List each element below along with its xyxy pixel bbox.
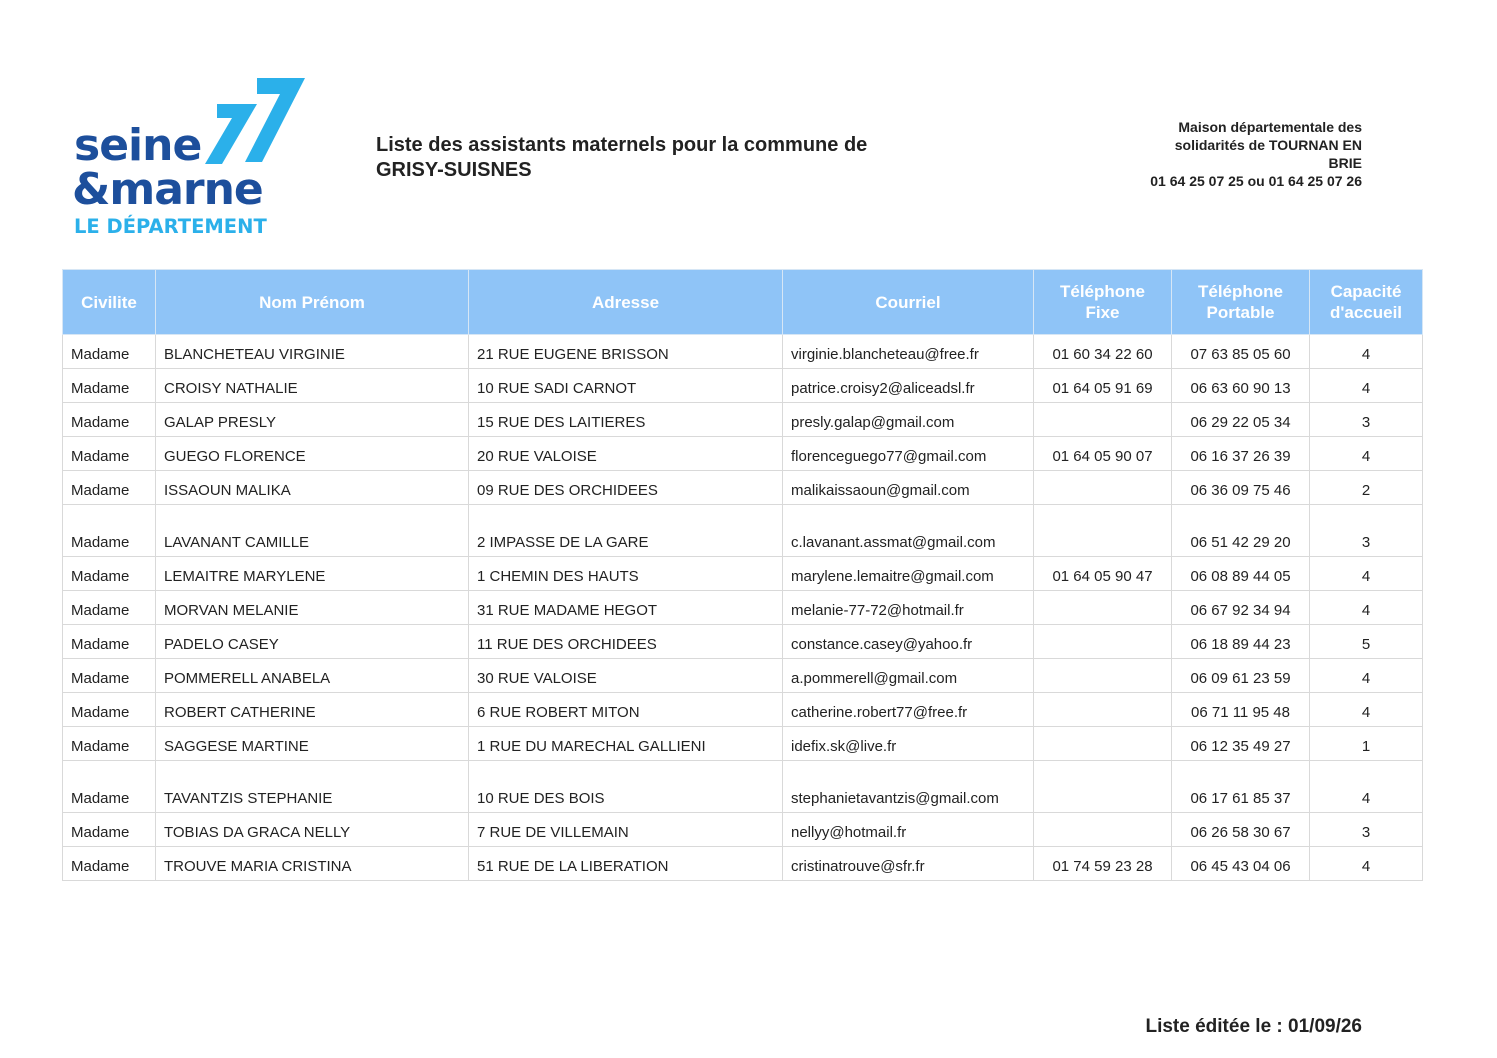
cell-nom-prenom: TAVANTZIS STEPHANIE — [156, 761, 469, 813]
cell-courriel: marylene.lemaitre@gmail.com — [783, 557, 1034, 591]
cell-courriel: cristinatrouve@sfr.fr — [783, 847, 1034, 881]
cell-courriel: nellyy@hotmail.fr — [783, 813, 1034, 847]
cell-courriel: presly.galap@gmail.com — [783, 403, 1034, 437]
maison-departementale-contact — [1150, 118, 1362, 190]
cell-nom-prenom: TOBIAS DA GRACA NELLY — [156, 813, 469, 847]
cell-adresse: 11 RUE DES ORCHIDEES — [469, 625, 783, 659]
cell-adresse: 7 RUE DE VILLEMAIN — [469, 813, 783, 847]
table-header-row — [63, 270, 1423, 335]
cell-adresse: 2 IMPASSE DE LA GARE — [469, 505, 783, 557]
cell-courriel: melanie-77-72@hotmail.fr — [783, 591, 1034, 625]
assistants-table — [62, 269, 1423, 881]
contact-phones: 01 64 25 07 25 ou 01 64 25 07 26 — [1150, 173, 1362, 189]
seventy-seven-mark — [205, 78, 305, 164]
cell-capacite: 4 — [1310, 847, 1423, 881]
cell-nom-prenom: ROBERT CATHERINE — [156, 693, 469, 727]
cell-capacite: 1 — [1310, 727, 1423, 761]
cell-courriel: constance.casey@yahoo.fr — [783, 625, 1034, 659]
cell-adresse: 10 RUE SADI CARNOT — [469, 369, 783, 403]
cell-telephone-portable: 06 71 11 95 48 — [1172, 693, 1310, 727]
header-adresse: Adresse — [469, 270, 783, 335]
table-row — [63, 437, 1423, 471]
cell-adresse: 15 RUE DES LAITIERES — [469, 403, 783, 437]
cell-civilite: Madame — [63, 557, 156, 591]
cell-nom-prenom: LEMAITRE MARYLENE — [156, 557, 469, 591]
cell-adresse: 10 RUE DES BOIS — [469, 761, 783, 813]
cell-adresse: 09 RUE DES ORCHIDEES — [469, 471, 783, 505]
cell-telephone-fixe — [1034, 471, 1172, 505]
table-row — [63, 591, 1423, 625]
cell-telephone-fixe — [1034, 625, 1172, 659]
cell-telephone-fixe: 01 64 05 91 69 — [1034, 369, 1172, 403]
cell-capacite: 3 — [1310, 813, 1423, 847]
cell-telephone-portable: 06 09 61 23 59 — [1172, 659, 1310, 693]
cell-civilite: Madame — [63, 693, 156, 727]
cell-telephone-portable: 06 08 89 44 05 — [1172, 557, 1310, 591]
cell-capacite: 4 — [1310, 557, 1423, 591]
cell-nom-prenom: LAVANANT CAMILLE — [156, 505, 469, 557]
contact-line-2: solidarités de TOURNAN EN — [1174, 137, 1362, 153]
table-row — [63, 659, 1423, 693]
cell-capacite: 4 — [1310, 335, 1423, 369]
cell-telephone-portable: 06 67 92 34 94 — [1172, 591, 1310, 625]
table-row — [63, 471, 1423, 505]
cell-nom-prenom: GUEGO FLORENCE — [156, 437, 469, 471]
header-capacite: Capacité d'accueil — [1310, 270, 1423, 335]
cell-telephone-fixe — [1034, 727, 1172, 761]
cell-nom-prenom: CROISY NATHALIE — [156, 369, 469, 403]
table-row — [63, 761, 1423, 813]
cell-telephone-fixe — [1034, 693, 1172, 727]
cell-nom-prenom: POMMERELL ANABELA — [156, 659, 469, 693]
cell-capacite: 3 — [1310, 505, 1423, 557]
cell-nom-prenom: GALAP PRESLY — [156, 403, 469, 437]
cell-telephone-portable: 06 18 89 44 23 — [1172, 625, 1310, 659]
cell-courriel: florenceguego77@gmail.com — [783, 437, 1034, 471]
cell-civilite: Madame — [63, 847, 156, 881]
cell-civilite: Madame — [63, 335, 156, 369]
title-line-1: Liste des assistants maternels pour la commune de — [376, 134, 868, 156]
seine-et-marne-logo — [72, 74, 312, 239]
cell-telephone-portable: 06 51 42 29 20 — [1172, 505, 1310, 557]
cell-telephone-fixe — [1034, 813, 1172, 847]
cell-telephone-portable: 06 63 60 90 13 — [1172, 369, 1310, 403]
table-row — [63, 557, 1423, 591]
cell-nom-prenom: BLANCHETEAU VIRGINIE — [156, 335, 469, 369]
cell-adresse: 1 RUE DU MARECHAL GALLIENI — [469, 727, 783, 761]
cell-telephone-fixe — [1034, 591, 1172, 625]
cell-civilite: Madame — [63, 727, 156, 761]
cell-capacite: 4 — [1310, 369, 1423, 403]
cell-capacite: 4 — [1310, 591, 1423, 625]
cell-telephone-fixe: 01 74 59 23 28 — [1034, 847, 1172, 881]
cell-civilite: Madame — [63, 471, 156, 505]
cell-courriel: malikaissaoun@gmail.com — [783, 471, 1034, 505]
cell-nom-prenom: PADELO CASEY — [156, 625, 469, 659]
cell-civilite: Madame — [63, 625, 156, 659]
cell-telephone-portable: 06 16 37 26 39 — [1172, 437, 1310, 471]
cell-telephone-fixe — [1034, 505, 1172, 557]
cell-civilite: Madame — [63, 659, 156, 693]
cell-adresse: 31 RUE MADAME HEGOT — [469, 591, 783, 625]
cell-capacite: 3 — [1310, 403, 1423, 437]
cell-telephone-portable: 06 12 35 49 27 — [1172, 727, 1310, 761]
title-line-2: GRISY-SUISNES — [376, 159, 532, 181]
header-telephone-portable: Téléphone Portable — [1172, 270, 1310, 335]
table-row — [63, 625, 1423, 659]
cell-adresse: 21 RUE EUGENE BRISSON — [469, 335, 783, 369]
cell-courriel: patrice.croisy2@aliceadsl.fr — [783, 369, 1034, 403]
cell-courriel: catherine.robert77@free.fr — [783, 693, 1034, 727]
cell-courriel: idefix.sk@live.fr — [783, 727, 1034, 761]
cell-civilite: Madame — [63, 437, 156, 471]
table-row — [63, 505, 1423, 557]
cell-capacite: 4 — [1310, 659, 1423, 693]
header-telephone-fixe: Téléphone Fixe — [1034, 270, 1172, 335]
cell-courriel: virginie.blancheteau@free.fr — [783, 335, 1034, 369]
table-row — [63, 813, 1423, 847]
cell-telephone-portable: 06 29 22 05 34 — [1172, 403, 1310, 437]
cell-telephone-portable: 06 36 09 75 46 — [1172, 471, 1310, 505]
table-row — [63, 335, 1423, 369]
cell-capacite: 2 — [1310, 471, 1423, 505]
cell-telephone-fixe — [1034, 659, 1172, 693]
cell-civilite: Madame — [63, 403, 156, 437]
cell-adresse: 1 CHEMIN DES HAUTS — [469, 557, 783, 591]
table-row — [63, 693, 1423, 727]
logo-line-departement: LE DÉPARTEMENT — [74, 215, 267, 238]
cell-capacite: 4 — [1310, 693, 1423, 727]
cell-civilite: Madame — [63, 505, 156, 557]
cell-courriel: c.lavanant.assmat@gmail.com — [783, 505, 1034, 557]
header-nom-prenom: Nom Prénom — [156, 270, 469, 335]
table-row — [63, 727, 1423, 761]
logo-line-marne: &marne — [72, 164, 263, 215]
cell-nom-prenom: ISSAOUN MALIKA — [156, 471, 469, 505]
cell-telephone-portable: 06 17 61 85 37 — [1172, 761, 1310, 813]
cell-telephone-fixe: 01 64 05 90 07 — [1034, 437, 1172, 471]
cell-nom-prenom: SAGGESE MARTINE — [156, 727, 469, 761]
cell-capacite: 4 — [1310, 437, 1423, 471]
logo-line-seine: seine — [74, 120, 202, 171]
page-title — [376, 133, 867, 183]
header-courriel: Courriel — [783, 270, 1034, 335]
table-row — [63, 403, 1423, 437]
cell-courriel: stephanietavantzis@gmail.com — [783, 761, 1034, 813]
cell-adresse: 20 RUE VALOISE — [469, 437, 783, 471]
cell-civilite: Madame — [63, 813, 156, 847]
cell-adresse: 30 RUE VALOISE — [469, 659, 783, 693]
cell-telephone-fixe: 01 60 34 22 60 — [1034, 335, 1172, 369]
cell-nom-prenom: MORVAN MELANIE — [156, 591, 469, 625]
cell-telephone-portable: 06 45 43 04 06 — [1172, 847, 1310, 881]
header-civilite: Civilite — [63, 270, 156, 335]
table-row — [63, 847, 1423, 881]
cell-telephone-fixe: 01 64 05 90 47 — [1034, 557, 1172, 591]
table-row — [63, 369, 1423, 403]
contact-line-3: BRIE — [1328, 155, 1362, 171]
edition-date: Liste éditée le : 01/09/26 — [1145, 1016, 1362, 1037]
cell-telephone-fixe — [1034, 761, 1172, 813]
cell-courriel: a.pommerell@gmail.com — [783, 659, 1034, 693]
cell-civilite: Madame — [63, 369, 156, 403]
cell-adresse: 6 RUE ROBERT MITON — [469, 693, 783, 727]
cell-civilite: Madame — [63, 761, 156, 813]
cell-capacite: 4 — [1310, 761, 1423, 813]
cell-telephone-portable: 06 26 58 30 67 — [1172, 813, 1310, 847]
cell-civilite: Madame — [63, 591, 156, 625]
cell-telephone-fixe — [1034, 403, 1172, 437]
cell-nom-prenom: TROUVE MARIA CRISTINA — [156, 847, 469, 881]
cell-adresse: 51 RUE DE LA LIBERATION — [469, 847, 783, 881]
cell-capacite: 5 — [1310, 625, 1423, 659]
contact-line-1: Maison départementale des — [1178, 119, 1362, 135]
cell-telephone-portable: 07 63 85 05 60 — [1172, 335, 1310, 369]
